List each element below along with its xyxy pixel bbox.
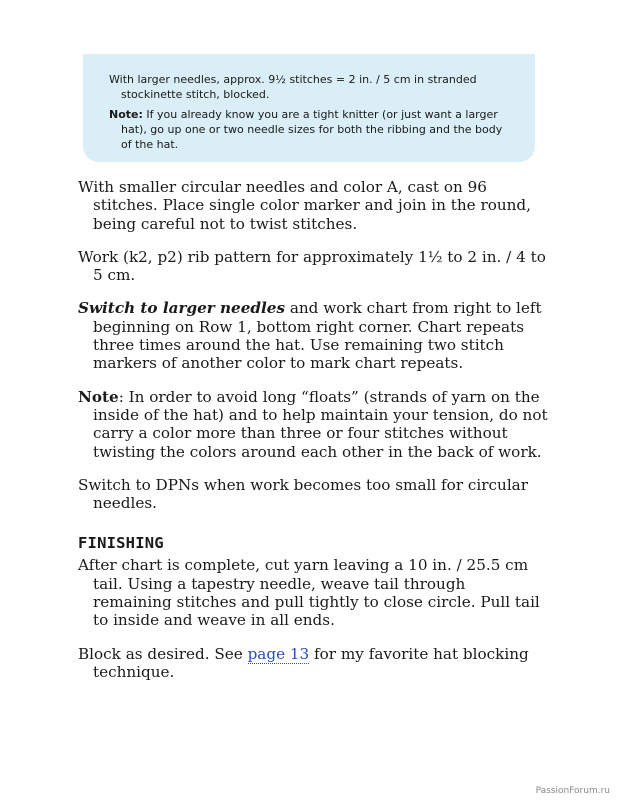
chart-paragraph-text: and work chart from right to left beginning on Row 1, bottom right corner. Chart repeats three times around the hat. Use remaining two stitch markers of another color to mark chart repeats.	[93, 299, 542, 373]
blocking-paragraph	[78, 645, 548, 682]
finishing-paragraph: After chart is complete, cut yarn leaving a 10 in. / 25.5 cm tail. Using a tapestry needle, weave tail through remaining stitches and pull tightly to close circle. Pull tail to inside and weave in all ends.	[78, 556, 540, 630]
ribbing-paragraph: Work (k2, p2) rib pattern for approximately 1½ to 2 in. / 4 to 5 cm.	[78, 247, 546, 285]
gauge-info-box	[83, 54, 535, 162]
gauge-note-label: Note:	[109, 108, 143, 121]
blocking-text-after: for my favorite hat blocking technique.	[93, 644, 529, 681]
cast-on-paragraph: With smaller circular needles and color A, cast on 96 stitches. Place single color marker and join in the round, being careful not to twist stitches.	[78, 178, 531, 233]
gauge-text: With larger needles, approx. 9½ stitches = 2 in. / 5 cm in stranded stockinette stitch, blocked.	[109, 73, 477, 101]
floats-note-label: Note	[78, 387, 119, 406]
finishing-heading: FINISHING	[78, 534, 164, 553]
watermark: PassionForum.ru	[535, 786, 610, 796]
page-13-link[interactable]: page 13	[247, 644, 310, 663]
pattern-instructions	[78, 178, 548, 696]
gauge-note-text: If you already know you are a tight knitter (or just want a larger hat), go up one or two needle sizes for both the ribbing and the body of the hat.	[121, 108, 503, 151]
floats-note-paragraph	[78, 388, 548, 461]
blocking-text-before: Block as desired. See	[78, 644, 248, 663]
dpn-paragraph: Switch to DPNs when work becomes too small for circular needles.	[78, 475, 528, 513]
chart-paragraph	[78, 299, 548, 372]
floats-note-text: : In order to avoid long “floats” (strands of yarn on the inside of the hat) and to help maintain your tension, do not carry a color more than three or four stitches without twisting the colors around each other in the back of work.	[93, 387, 548, 461]
switch-needles-emphasis: Switch to larger needles	[78, 299, 285, 318]
gauge-note	[109, 107, 511, 152]
